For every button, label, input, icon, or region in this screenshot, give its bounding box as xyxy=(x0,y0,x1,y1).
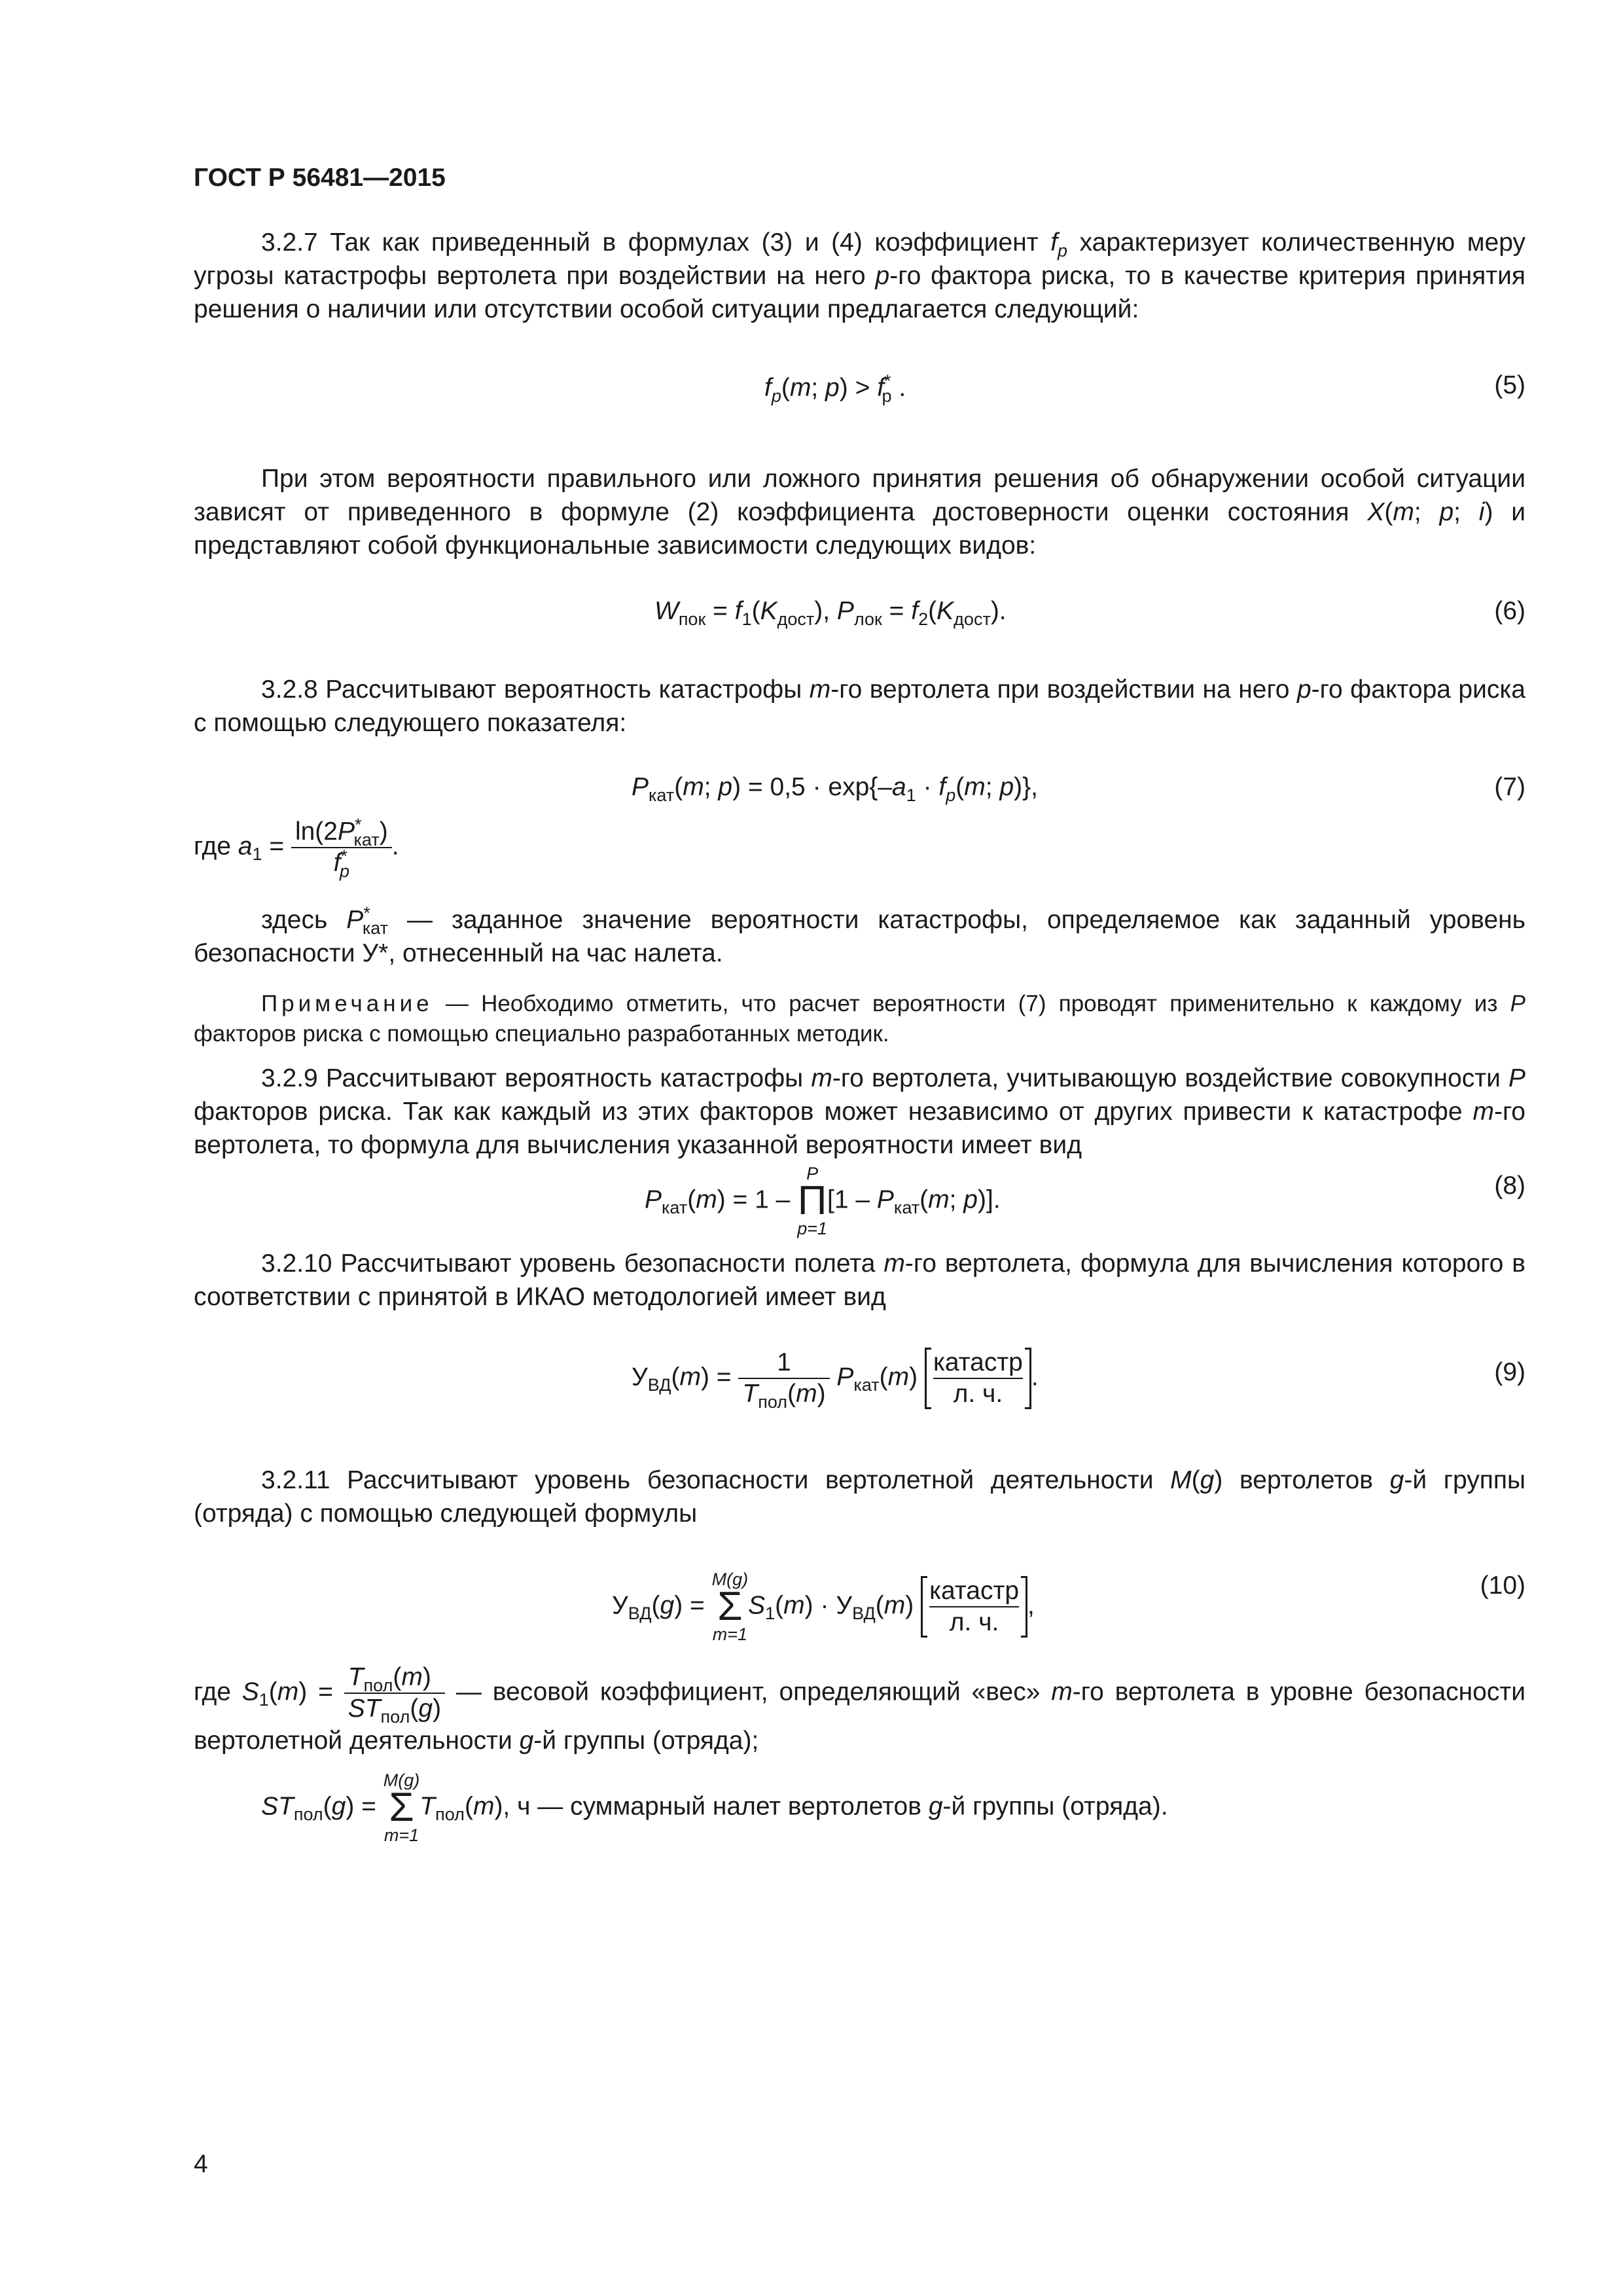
formula-10-unit-bracket: $\frac{\text{катастр}}{л. ч.}$ xyxy=(921,1576,1027,1638)
standard-header: ГОСТ Р 56481—2015 xyxy=(194,164,446,192)
formula-7-number: (7) xyxy=(1494,773,1525,801)
section-3-2-11-text: 3.2.11 Рассчитывают уровень безопасности вертолетной деятельности M(g) вертолетов g-й группы (отряда) с помощью следующей формулы xyxy=(194,1466,1525,1528)
formula-9-fraction: $\frac{1}{T_{пол}(m)}$ xyxy=(738,1348,829,1409)
section-3-2-10-text: 3.2.10 Рассчитывают уровень безопасности полета m-го вертолета, формула для вычисления которого в соответствии с принятой в ИКАО методологией имеет вид xyxy=(194,1249,1525,1311)
formula-10-number: (10) xyxy=(1480,1571,1525,1600)
note: Примечание — Необходимо отметить, что расчет вероятности (7) проводят применительно к каждому из P факторов риска с помощью специально разработанных методик. xyxy=(194,991,1525,1047)
formula-10: $У_{ВД}(g)$ = M(g) Σ m=1 $S_1(m) \cdot У_{ВД}(m)$ $\frac{\text{катастр}}{л. ч.}$ , xyxy=(612,1570,1035,1644)
a1-fraction: $\frac{\ln(2P^*_{кат})}{f^*_p}$ xyxy=(291,817,392,878)
where-a1: где $a_1$ = $\frac{\ln(2P^*_{кат})}{f^*_p}$ . xyxy=(194,815,399,881)
where-st: $ST_{пол}(g)$ = M(g) Σ m=1 $T_{пол}(m)$, ч — суммарный налет вертолетов g-й группы (отряда). xyxy=(261,1770,1168,1845)
section-3-2-9-text: 3.2.9 Рассчитывают вероятность катастрофы m-го вертолета, учитывающую воздействие совокупности P факторов риска. Так как каждый из этих факторов может независимо от других привести к катастрофе m-го вертолета, то формула для вычисления указанной вероятности имеет вид xyxy=(194,1064,1525,1159)
formula-5: $f_p(m$; $p) > f^*_p$ . xyxy=(764,371,906,406)
formula-9-number: (9) xyxy=(1494,1358,1525,1386)
sum-operator-st: M(g) Σ m=1 xyxy=(383,1770,420,1845)
formula-5-number: (5) xyxy=(1494,371,1525,399)
product-operator: P Π p=1 xyxy=(797,1164,828,1238)
section-3-2-7-text: 3.2.7 Так как приведенный в формулах (3) и (4) коэффициент $f_p$ характеризует количественную меру угрозы катастрофы вертолета при воздействии на него p-го фактора риска, то в качестве критерия принятия решения о наличии или отсутствии особой ситуации предлагается следующий: xyxy=(194,228,1526,323)
probabilities-paragraph: При этом вероятности правильного или ложного принятия решения об обнаружении особой ситуации зависят от приведенного в формуле (2) коэффициента достоверности оценки состояния X(m; p; i) и представляют собой функциональные зависимости следующих видов: xyxy=(194,465,1526,560)
page-number: 4 xyxy=(194,2150,208,2178)
formula-7: $P_{кат}(m$; $p) = 0,5 \cdot \exp\{-a_1 \cdot f_p(m$; p)}, xyxy=(632,773,1039,805)
section-3-2-8-text: 3.2.8 Рассчитывают вероятность катастрофы m-го вертолета при воздействии на него p-го фактора риска с помощью следующего показателя: xyxy=(194,675,1525,737)
where-s1: где $S_1(m)$ = $\frac{T_{пол}(m)}{ST_{пол}(g)}$ — весовой коэффициент, определяющий «вес» m-го вертолета в уровне безопасности вертолетной деятельности g-й группы (отряда); xyxy=(194,1663,1526,1755)
sum-operator: M(g) Σ m=1 xyxy=(711,1570,749,1644)
formula-8-number: (8) xyxy=(1494,1172,1525,1200)
formula-6-number: (6) xyxy=(1494,597,1525,625)
s1-fraction: $\frac{T_{пол}(m)}{ST_{пол}(g)}$ xyxy=(344,1662,445,1724)
formula-9-unit-bracket: $\frac{\text{катастр}}{л. ч.}$ xyxy=(925,1348,1031,1409)
formula-8: $P_{кат}(m) = 1$ – P Π p=1 [$1 - P_{кат}(m$; p)]. xyxy=(645,1164,1001,1238)
formula-9: $У_{ВД}(m)$ = $\frac{1}{T_{пол}(m)}$ $P_{кат}(m)$ $\frac{\text{катастр}}{л. ч.}$ . xyxy=(632,1348,1039,1412)
formula-6: $W_{пок} = f_1(K_{дост})$, $P_{лок} = f_2(K_{дост})$. xyxy=(654,597,1007,629)
where-pkat: здесь $P^*_{кат}$ — заданное значение вероятности катастрофы, определяемое как заданный уровень безопасности У*, отнесенный на час налета. xyxy=(194,903,1526,967)
